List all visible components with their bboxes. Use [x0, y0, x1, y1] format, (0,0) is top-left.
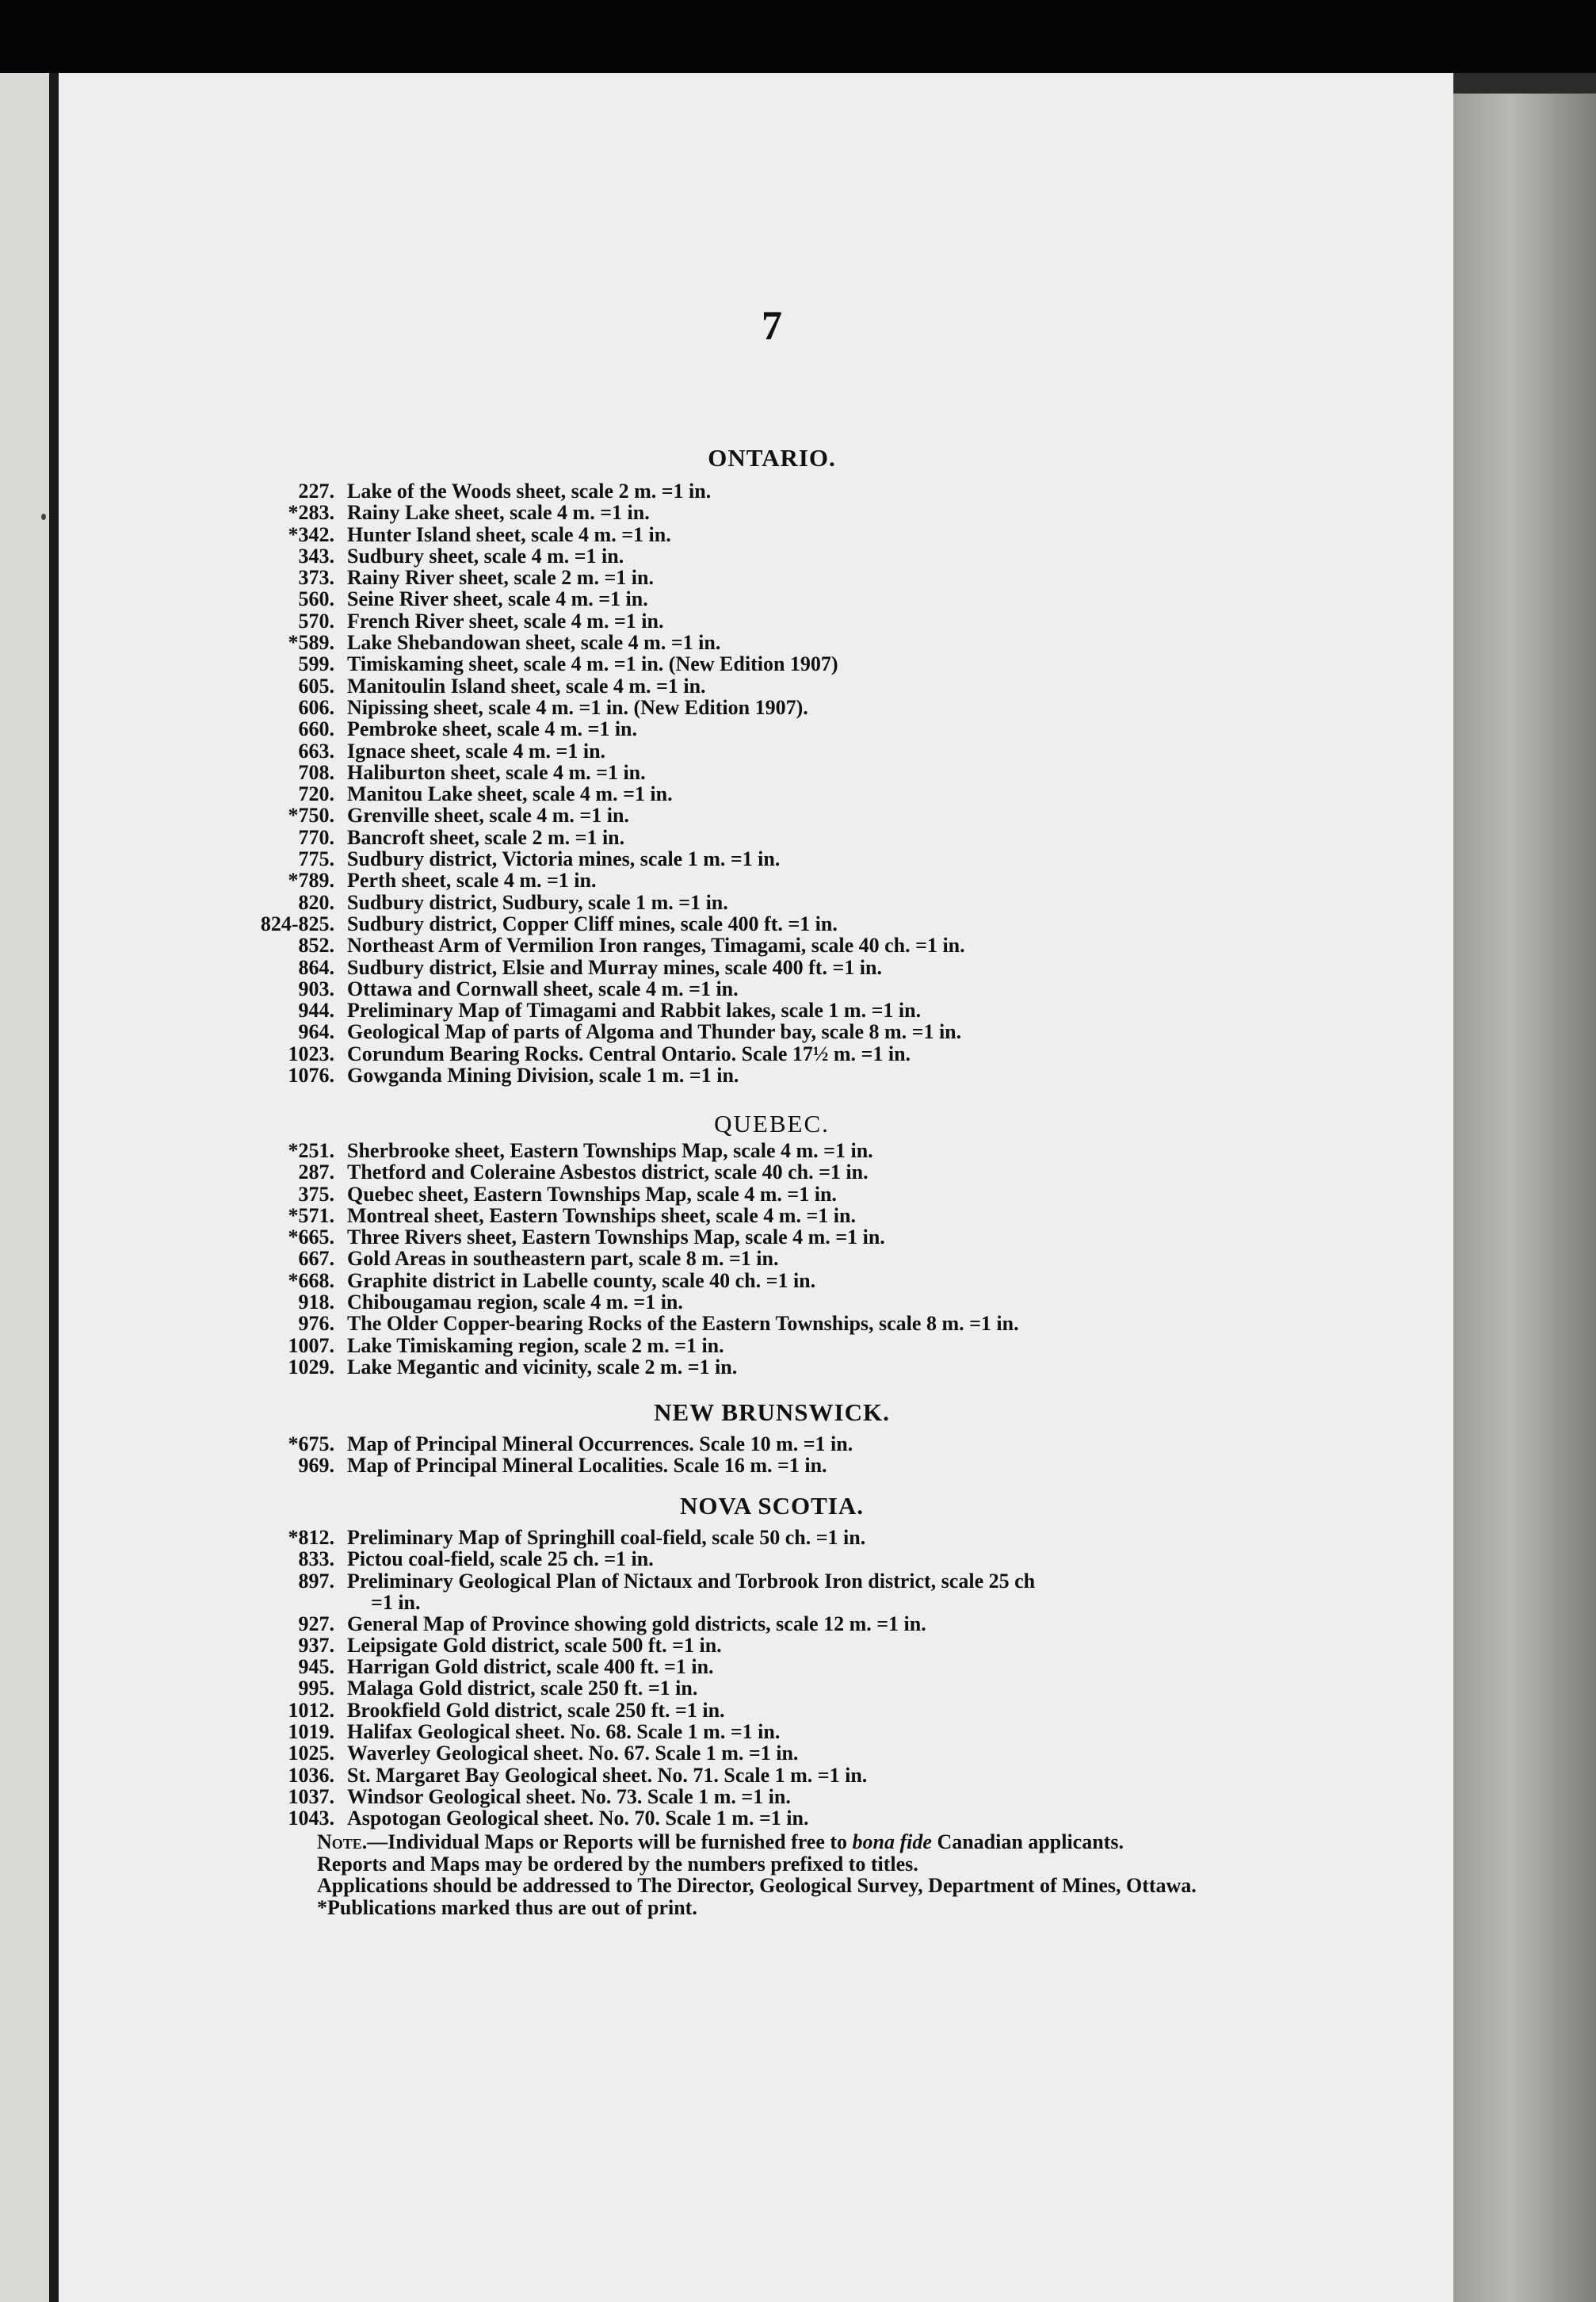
list-item: [59, 1548, 1453, 1570]
list-item: [59, 1807, 1453, 1829]
map-title: Geological Map of parts of Algoma and Thunder bay, scale 8 m. =1 in.: [347, 1020, 962, 1044]
map-title: Sudbury district, Victoria mines, scale 1 m. =1 in.: [347, 847, 781, 871]
map-number: 1023.: [288, 1042, 334, 1065]
map-title: Manitou Lake sheet, scale 4 m. =1 in.: [347, 782, 673, 806]
section-heading-quebec: QUEBEC.: [714, 1110, 830, 1138]
map-number: 667.: [298, 1247, 334, 1271]
list-item: [59, 1270, 1453, 1291]
map-title: Map of Principal Mineral Occurrences. Scale 10 m. =1 in.: [347, 1432, 853, 1455]
map-title: Preliminary Map of Springhill coal-field, scale 50 ch. =1 in.: [347, 1526, 866, 1549]
list-item: [59, 892, 1453, 913]
note-label: Note.: [317, 1830, 368, 1853]
map-title: Preliminary Geological Plan of Nictaux and Torbrook Iron district, scale 25 ch: [347, 1569, 1036, 1593]
map-list-quebec: [59, 1140, 1453, 1378]
map-title: Graphite district in Labelle county, scale 40 ch. =1 in.: [347, 1268, 816, 1292]
map-title: Leipsigate Gold district, scale 500 ft. =1 in.: [347, 1633, 722, 1657]
map-title: Map of Principal Mineral Localities. Scale 16 m. =1 in.: [347, 1454, 827, 1478]
map-number: 945.: [298, 1655, 334, 1679]
list-item: [59, 1248, 1453, 1269]
map-number: 343.: [298, 544, 334, 568]
list-item: [59, 1765, 1453, 1786]
map-number: 918.: [298, 1291, 334, 1314]
list-item: [59, 1021, 1453, 1042]
list-item: [59, 1140, 1453, 1161]
list-item: [59, 1656, 1453, 1677]
map-title: Windsor Geological sheet. No. 73. Scale 1 m. =1 in.: [347, 1784, 791, 1808]
list-item: [59, 1205, 1453, 1226]
map-number: 927.: [298, 1612, 334, 1635]
note-out-of-print: *Publications marked thus are out of print.: [317, 1895, 697, 1919]
map-title: Brookfield Gold district, scale 250 ft. =1 in.: [347, 1698, 725, 1722]
map-title: Nipissing sheet, scale 4 m. =1 in. (New Edition 1907).: [347, 695, 808, 719]
map-title: Gold Areas in southeastern part, scale 8 m. =1 in.: [347, 1247, 779, 1271]
map-title: St. Margaret Bay Geological sheet. No. 71. Scale 1 m. =1 in.: [347, 1763, 868, 1787]
map-number: 560.: [298, 587, 334, 611]
map-title: Manitoulin Island sheet, scale 4 m. =1 in.: [347, 674, 706, 698]
map-title: Montreal sheet, Eastern Townships sheet, scale 4 m. =1 in.: [347, 1203, 856, 1227]
list-item: [59, 740, 1453, 762]
map-title: Rainy Lake sheet, scale 4 m. =1 in.: [347, 501, 650, 525]
list-item: [59, 848, 1453, 870]
map-title: Lake Megantic and vicinity, scale 2 m. =1 in.: [347, 1355, 738, 1379]
scan-right-top-border: [1453, 73, 1596, 94]
map-list-ontario: [59, 480, 1453, 1086]
map-title: Sudbury sheet, scale 4 m. =1 in.: [347, 544, 624, 568]
list-item: [59, 1000, 1453, 1021]
map-title: Grenville sheet, scale 4 m. =1 in.: [347, 804, 629, 828]
map-number: 1029.: [288, 1355, 334, 1379]
map-number: 969.: [298, 1454, 334, 1478]
map-title: Haliburton sheet, scale 4 m. =1 in.: [347, 760, 646, 784]
list-item: [59, 1700, 1453, 1721]
page-content: [59, 73, 1453, 2302]
scan-top-border: [0, 0, 1596, 73]
map-title: Pembroke sheet, scale 4 m. =1 in.: [347, 717, 638, 741]
map-title: Three Rivers sheet, Eastern Townships Map, scale 4 m. =1 in.: [347, 1226, 885, 1249]
map-number: 995.: [298, 1677, 334, 1700]
list-item: [59, 1786, 1453, 1807]
map-number: 944.: [298, 999, 334, 1023]
note-text-2: Canadian applicants.: [937, 1830, 1124, 1853]
map-title: Pictou coal-field, scale 25 ch. =1 in.: [347, 1547, 654, 1571]
map-list-new-brunswick: [59, 1433, 1453, 1477]
map-number: *589.: [288, 631, 334, 655]
list-item: [59, 1065, 1453, 1086]
map-title: Aspotogan Geological sheet. No. 70. Scale 1 m. =1 in.: [347, 1807, 809, 1830]
map-title: Harrigan Gold district, scale 400 ft. =1 in.: [347, 1655, 714, 1679]
map-title: Northeast Arm of Vermilion Iron ranges, Timagami, scale 40 ch. =1 in.: [347, 934, 965, 958]
map-number: *675.: [288, 1432, 334, 1455]
list-item: [59, 783, 1453, 805]
map-title: Halifax Geological sheet. No. 68. Scale 1 m. =1 in.: [347, 1720, 781, 1744]
map-number: 937.: [298, 1633, 334, 1657]
map-number: *342.: [288, 522, 334, 546]
map-title: Lake of the Woods sheet, scale 2 m. =1 in.: [347, 480, 712, 503]
map-title: Seine River sheet, scale 4 m. =1 in.: [347, 587, 648, 611]
map-title: Lake Shebandowan sheet, scale 4 m. =1 in.: [347, 631, 721, 655]
list-item: [59, 1184, 1453, 1205]
map-number: 903.: [298, 977, 334, 1000]
list-item: [59, 1291, 1453, 1313]
map-number: 820.: [298, 890, 334, 914]
map-title-continuation: =1 in.: [371, 1590, 421, 1614]
map-number: 1037.: [288, 1784, 334, 1808]
map-number: 570.: [298, 609, 334, 633]
note-text-1: —Individual Maps or Reports will be furnished free to: [367, 1830, 848, 1853]
page-number: 7: [762, 304, 782, 349]
note-applications: Applications should be addressed to The Director, Geological Survey, Department of Mines, Ottawa.: [317, 1874, 1197, 1897]
list-item: [59, 632, 1453, 653]
map-title: The Older Copper-bearing Rocks of the Eastern Townships, scale 8 m. =1 in.: [347, 1312, 1019, 1336]
note-reports: Reports and Maps may be ordered by the numbers prefixed to titles.: [317, 1852, 918, 1876]
list-item: [59, 502, 1453, 523]
map-list-nova-scotia: [59, 1527, 1453, 1830]
list-item: [59, 957, 1453, 978]
map-number: *789.: [288, 869, 334, 893]
map-number: *571.: [288, 1203, 334, 1227]
map-number: 605.: [298, 674, 334, 698]
map-number: 897.: [298, 1569, 334, 1593]
map-title: Hunter Island sheet, scale 4 m. =1 in.: [347, 522, 671, 546]
stray-ink-mark: [41, 514, 46, 520]
next-pages-edge: [1453, 94, 1596, 2302]
map-number: 824-825.: [260, 912, 334, 935]
list-item: [59, 1455, 1453, 1476]
map-title: Thetford and Coleraine Asbestos district, scale 40 ch. =1 in.: [347, 1161, 869, 1184]
map-title: French River sheet, scale 4 m. =1 in.: [347, 609, 664, 633]
list-item: [59, 1161, 1453, 1183]
list-item: [59, 762, 1453, 783]
list-item: [59, 870, 1453, 891]
list-item: [59, 1527, 1453, 1548]
list-item: [59, 1356, 1453, 1378]
section-heading-new-brunswick: NEW BRUNSWICK.: [654, 1398, 890, 1426]
list-item: [59, 1433, 1453, 1455]
map-title: Sherbrooke sheet, Eastern Townships Map, scale 4 m. =1 in.: [347, 1139, 873, 1162]
map-title: Chibougamau region, scale 4 m. =1 in.: [347, 1291, 683, 1314]
note-free-maps: [265, 1831, 1295, 1853]
map-number: *665.: [288, 1226, 334, 1249]
map-number: 864.: [298, 955, 334, 979]
section-heading-ontario: ONTARIO.: [708, 444, 836, 472]
list-item: [59, 1677, 1453, 1699]
map-title: Sudbury district, Elsie and Murray mines, scale 400 ft. =1 in.: [347, 955, 882, 979]
map-title: Preliminary Map of Timagami and Rabbit lakes, scale 1 m. =1 in.: [347, 999, 922, 1023]
map-number: 663.: [298, 739, 334, 763]
map-title: Malaga Gold district, scale 250 ft. =1 in.: [347, 1677, 698, 1700]
map-number: 287.: [298, 1161, 334, 1184]
map-title: Sudbury district, Copper Cliff mines, scale 400 ft. =1 in.: [347, 912, 838, 935]
list-item: [59, 805, 1453, 826]
map-number: 1036.: [288, 1763, 334, 1787]
map-title: Ignace sheet, scale 4 m. =1 in.: [347, 739, 606, 763]
list-item: [59, 480, 1453, 502]
list-item: [59, 935, 1453, 956]
list-item: [59, 697, 1453, 718]
map-number: 1007.: [288, 1333, 334, 1357]
list-item: [59, 1226, 1453, 1248]
list-item: [59, 675, 1453, 697]
list-item: [59, 1043, 1453, 1065]
map-title: Gowganda Mining Division, scale 1 m. =1 in.: [347, 1064, 739, 1088]
map-number: 964.: [298, 1020, 334, 1044]
list-item: [59, 1635, 1453, 1656]
previous-page-edge: [0, 73, 49, 2302]
map-number: *812.: [288, 1526, 334, 1549]
list-item: [59, 1335, 1453, 1356]
list-item: [59, 718, 1453, 740]
list-item: [59, 1721, 1453, 1742]
page-gutter: [49, 73, 59, 2302]
list-item: [59, 1742, 1453, 1764]
map-title: Quebec sheet, Eastern Townships Map, scale 4 m. =1 in.: [347, 1182, 837, 1206]
map-number: 976.: [298, 1312, 334, 1336]
list-item: [59, 567, 1453, 588]
map-number: 708.: [298, 760, 334, 784]
section-heading-nova-scotia: NOVA SCOTIA.: [680, 1492, 864, 1520]
list-item: [59, 545, 1453, 567]
map-number: 606.: [298, 695, 334, 719]
map-title: Ottawa and Cornwall sheet, scale 4 m. =1 in.: [347, 977, 739, 1000]
map-title: Sudbury district, Sudbury, scale 1 m. =1 in.: [347, 890, 728, 914]
map-number: *251.: [288, 1139, 334, 1162]
map-number: 852.: [298, 934, 334, 958]
map-number: 720.: [298, 782, 334, 806]
list-item: [59, 978, 1453, 1000]
notes-block: [265, 1831, 1295, 1918]
map-title: Lake Timiskaming region, scale 2 m. =1 in.: [347, 1333, 724, 1357]
map-title: Timiskaming sheet, scale 4 m. =1 in. (New Edition 1907): [347, 652, 838, 676]
map-number: *750.: [288, 804, 334, 828]
map-number: *668.: [288, 1268, 334, 1292]
map-number: 373.: [298, 566, 334, 590]
list-item: [59, 1570, 1453, 1613]
map-title: Perth sheet, scale 4 m. =1 in.: [347, 869, 597, 893]
list-item: [59, 588, 1453, 610]
list-item: [59, 610, 1453, 632]
list-item: [59, 913, 1453, 935]
note-italic: bona fide: [852, 1830, 932, 1853]
list-item: [59, 1313, 1453, 1334]
map-title: General Map of Province showing gold districts, scale 12 m. =1 in.: [347, 1612, 926, 1635]
map-title: Rainy River sheet, scale 2 m. =1 in.: [347, 566, 654, 590]
map-number: 833.: [298, 1547, 334, 1571]
map-number: 1043.: [288, 1807, 334, 1830]
map-title: Corundum Bearing Rocks. Central Ontario. Scale 17½ m. =1 in.: [347, 1042, 911, 1065]
map-number: 227.: [298, 480, 334, 503]
map-number: 599.: [298, 652, 334, 676]
map-number: 375.: [298, 1182, 334, 1206]
map-number: 770.: [298, 825, 334, 849]
map-title: Waverley Geological sheet. No. 67. Scale 1 m. =1 in.: [347, 1742, 799, 1765]
list-item: [59, 1613, 1453, 1635]
map-number: *283.: [288, 501, 334, 525]
map-number: 775.: [298, 847, 334, 871]
map-title: Bancroft sheet, scale 2 m. =1 in.: [347, 825, 625, 849]
list-item: [59, 653, 1453, 675]
map-number: 660.: [298, 717, 334, 741]
list-item: [59, 827, 1453, 848]
document-page: [59, 73, 1453, 2302]
map-number: 1019.: [288, 1720, 334, 1744]
map-number: 1025.: [288, 1742, 334, 1765]
map-number: 1076.: [288, 1064, 334, 1088]
map-number: 1012.: [288, 1698, 334, 1722]
list-item: [59, 524, 1453, 545]
